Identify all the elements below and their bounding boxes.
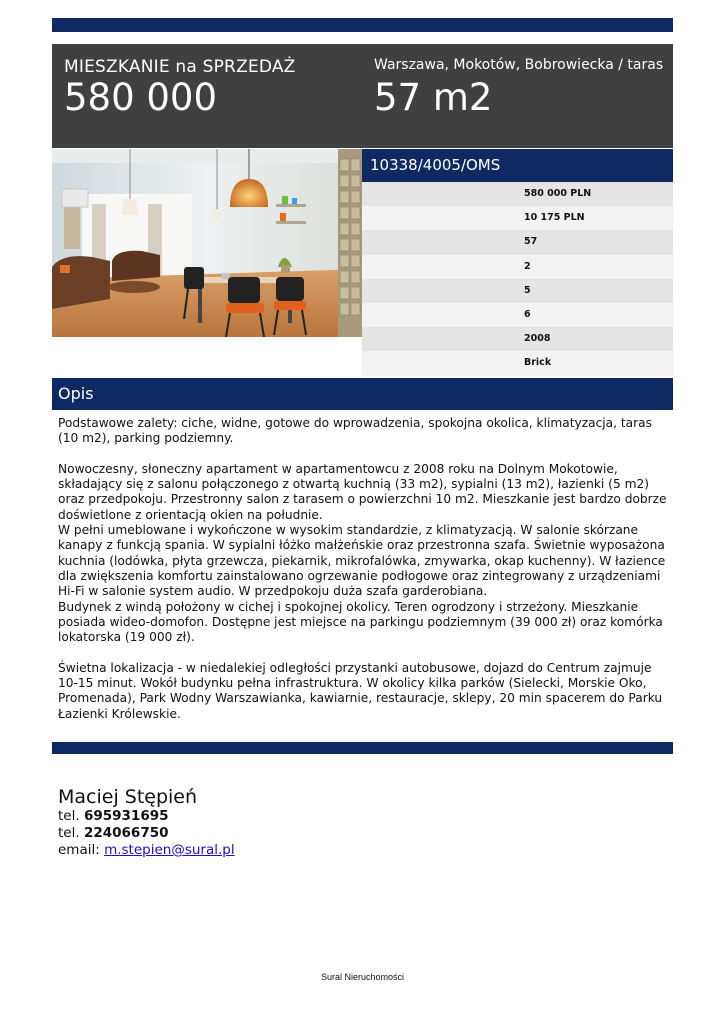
description-paragraph: Podstawowe zalety: ciche, widne, gotowe do wprowadzenia, spokojna okolica, klimatyzacja, taras (10 m2), parking podziemny. (58, 416, 652, 446)
reference-number: 10338/4005/OMS (370, 156, 501, 174)
spec-row (362, 206, 673, 230)
phone-2-number: 224066750 (83, 825, 169, 841)
listing-header (52, 44, 673, 148)
agent-email (58, 842, 458, 859)
spec-row (362, 255, 673, 279)
footer-company: Sural Nieruchomości (320, 972, 405, 982)
description-title: Opis (58, 384, 94, 403)
spec-value: 5 (524, 284, 531, 296)
agent-name: Maciej Stępień (58, 786, 198, 808)
description-paragraph: Świetna lokalizacja - w niedalekiej odległości przystanki autobusowe, dojazd do Centrum zajmuje 10-15 minut. Wokół budynku pełna infrastruktura. W okolicy kilka parków (Sielecki, Morskie Oko, Promenada), Park Wodny Warszawianka, kawiarnie, restauracje, sklepy, 20 min spacerem do Parku Łazienki Królewskie. (58, 660, 663, 721)
paragraph-gap (58, 447, 670, 462)
bottom-accent-bar (52, 742, 673, 754)
apartment-photo (52, 149, 362, 337)
listing-area: 57 m2 (374, 76, 493, 119)
listing-price: 580 000 (64, 76, 218, 119)
spec-value: 580 000 PLN (524, 188, 592, 199)
spec-value: 57 (524, 236, 538, 248)
spec-row (362, 351, 673, 375)
description-header (52, 378, 673, 410)
spec-value: Brick (524, 357, 552, 369)
description-paragraph: Budynek z windą położony w cichej i spokojnej okolicy. Teren ogrodzony i strzeżony. Mieszkanie posiada wideo-domofon. Dostępne jest miejsce na parkingu podziemnym (39 000 zł) oraz komórka lokatorska (19 000 zł). (58, 599, 663, 645)
specs-table (362, 182, 673, 376)
description-paragraph: Nowoczesny, słoneczny apartament w apartamentowcu z 2008 roku na Dolnym Mokotowie, składający się z salonu połączonego z otwartą kuchnią (33 m2), sypialni (13 m2), łazienki (5 m2) oraz przedpokoju. Przestronny salon z tarasem o powierzchni 10 m2. Mieszkanie jest bardzo dobrze doświetlone z orientacją okien na południe. (58, 461, 667, 522)
spec-row (362, 230, 673, 254)
email-link[interactable]: m.stepien@sural.pl (104, 842, 235, 858)
phone-1-number: 695931695 (83, 808, 169, 824)
spec-row (362, 327, 673, 351)
paragraph-gap (58, 645, 670, 660)
top-accent-bar (52, 18, 673, 32)
spec-value: 10 175 PLN (524, 212, 585, 224)
description-body (58, 416, 670, 722)
phone-2-prefix: tel. (58, 825, 80, 841)
spec-value: 2008 (524, 333, 551, 345)
phone-1-prefix: tel. (58, 808, 80, 824)
agent-phone-2 (58, 825, 458, 842)
header-left (64, 56, 354, 118)
description-paragraph: W pełni umeblowane i wykończone w wysokim standardzie, z klimatyzacją. W salonie skórzane kanapy z funkcją spania. W sypialni łóżko małżeńskie oraz przestronna szafa. Świetnie wyposażona kuchnia (lodówka, płyta grzewcza, piekarnik, mikrofalówka, zmywarka, okap kuchenny). W łazience dla zwiększenia komfortu zainstalowano ogrzewanie podłogowe oraz zintegrowany z urządzeniami Hi-Fi w salonie system audio. W przedpokoju duża szafa garderobiana. (58, 523, 666, 599)
spec-row (362, 182, 673, 206)
listing-location: Warszawa, Mokotów, Bobrowiecka / taras (374, 57, 664, 73)
spec-row (362, 303, 673, 327)
listing-type: MIESZKANIE na SPRZEDAŻ (64, 57, 296, 77)
agent-contact (58, 786, 458, 859)
email-prefix: email: (58, 842, 100, 858)
reference-number-bar (362, 149, 673, 182)
header-right (374, 56, 664, 118)
spec-value: 6 (524, 308, 531, 320)
agent-phone-1 (58, 808, 458, 825)
spec-value: 2 (524, 260, 531, 272)
spec-row (362, 279, 673, 303)
